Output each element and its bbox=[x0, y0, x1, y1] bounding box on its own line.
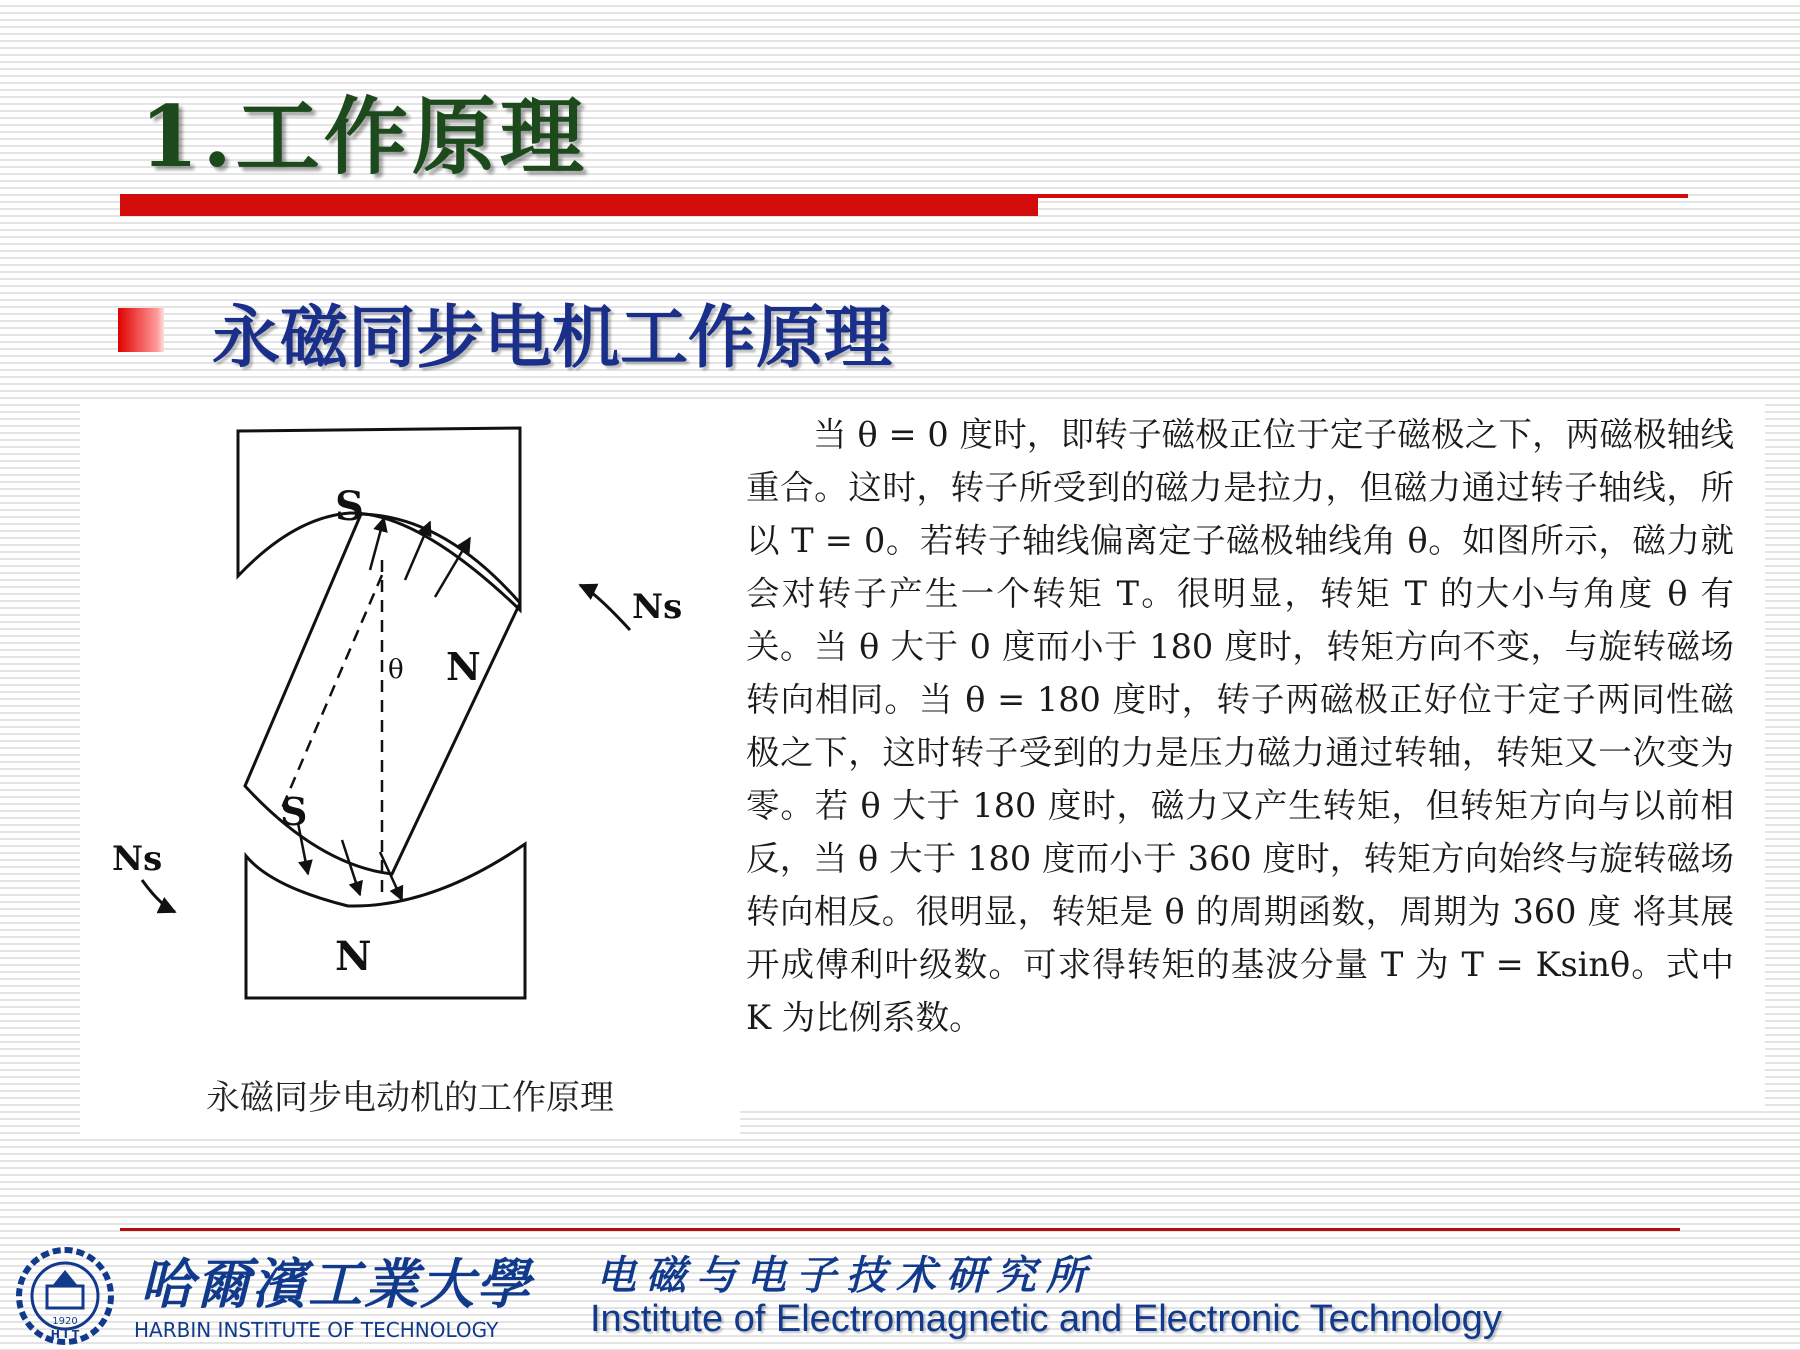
section-heading: 永磁同步电机工作原理 bbox=[212, 299, 893, 378]
title-underline-thick bbox=[120, 194, 1038, 216]
university-name-cn: 哈爾濱工業大學 bbox=[140, 1252, 532, 1316]
field-rotation-arrow-right bbox=[580, 585, 630, 630]
slide-title: 1.工作原理 bbox=[140, 87, 588, 186]
rotor-north-label: N bbox=[446, 644, 481, 689]
field-label-left: Ns bbox=[112, 839, 163, 879]
motor-principle-figure bbox=[80, 400, 740, 1135]
footer-divider bbox=[120, 1228, 1680, 1231]
gap-arrow bbox=[342, 840, 360, 895]
logo-year: 1920 bbox=[52, 1316, 78, 1327]
stator-bottom-label: N bbox=[335, 933, 372, 980]
stator-top-label: S bbox=[335, 483, 364, 530]
bullet-square-icon bbox=[118, 308, 164, 352]
hit-logo-icon bbox=[2, 1240, 128, 1346]
angle-label: θ bbox=[388, 655, 404, 685]
field-label-right: Ns bbox=[632, 587, 683, 627]
figure-caption: 永磁同步电动机的工作原理 bbox=[206, 1078, 614, 1118]
institute-name-en: Institute of Electromagnetic and Electronic Technology bbox=[590, 1298, 1502, 1340]
bottom-stator-pole bbox=[246, 844, 525, 998]
institute-name-cn: 电磁与电子技术研究所 bbox=[596, 1252, 1096, 1299]
field-rotation-arrow-left bbox=[142, 880, 175, 912]
rotor-axis-line bbox=[282, 575, 382, 808]
title-underline-thin bbox=[1038, 194, 1688, 198]
motor-diagram bbox=[80, 400, 740, 1070]
explanation-panel bbox=[740, 400, 1765, 1110]
rotor-south-label: S bbox=[280, 789, 308, 834]
explanation-text: 当 θ = 0 度时，即转子磁极正位于定子磁极之下，两磁极轴线重合。这时，转子所受到的磁力是拉力，但磁力通过转子轴线，所以 T = 0。若转子轴线偏离定子磁极轴线角 θ。如图所示，磁力就会对转子产生一个转矩 T。很明显，转矩 T 的大小与角度 θ 有关。当 θ 大于 0 度而小于 180 度时，转矩方向不变，与旋转磁场转向相同。当 θ = 180 度时，转子两磁极正好位于定子两同性磁极之下，这时转子受到的力是压力磁力通过转轴，转矩又一次变为零。若 θ 大于 180 度时，磁力又产生转矩，但转矩方向与以前相反，当 θ 大于 180 度而小于 360 度时，转矩方向始终与旋转磁场转向相反。很明显，转矩是 θ 的周期函数，周期为 360 度 将其展开成傅利叶级数。可求得转矩的基波分量 T 为 T = Ksinθ。式中 K 为比例系数。 bbox=[746, 415, 1734, 1037]
university-name-en: HARBIN INSTITUTE OF TECHNOLOGY bbox=[134, 1318, 499, 1342]
logo-letters: H I T bbox=[50, 1328, 80, 1341]
